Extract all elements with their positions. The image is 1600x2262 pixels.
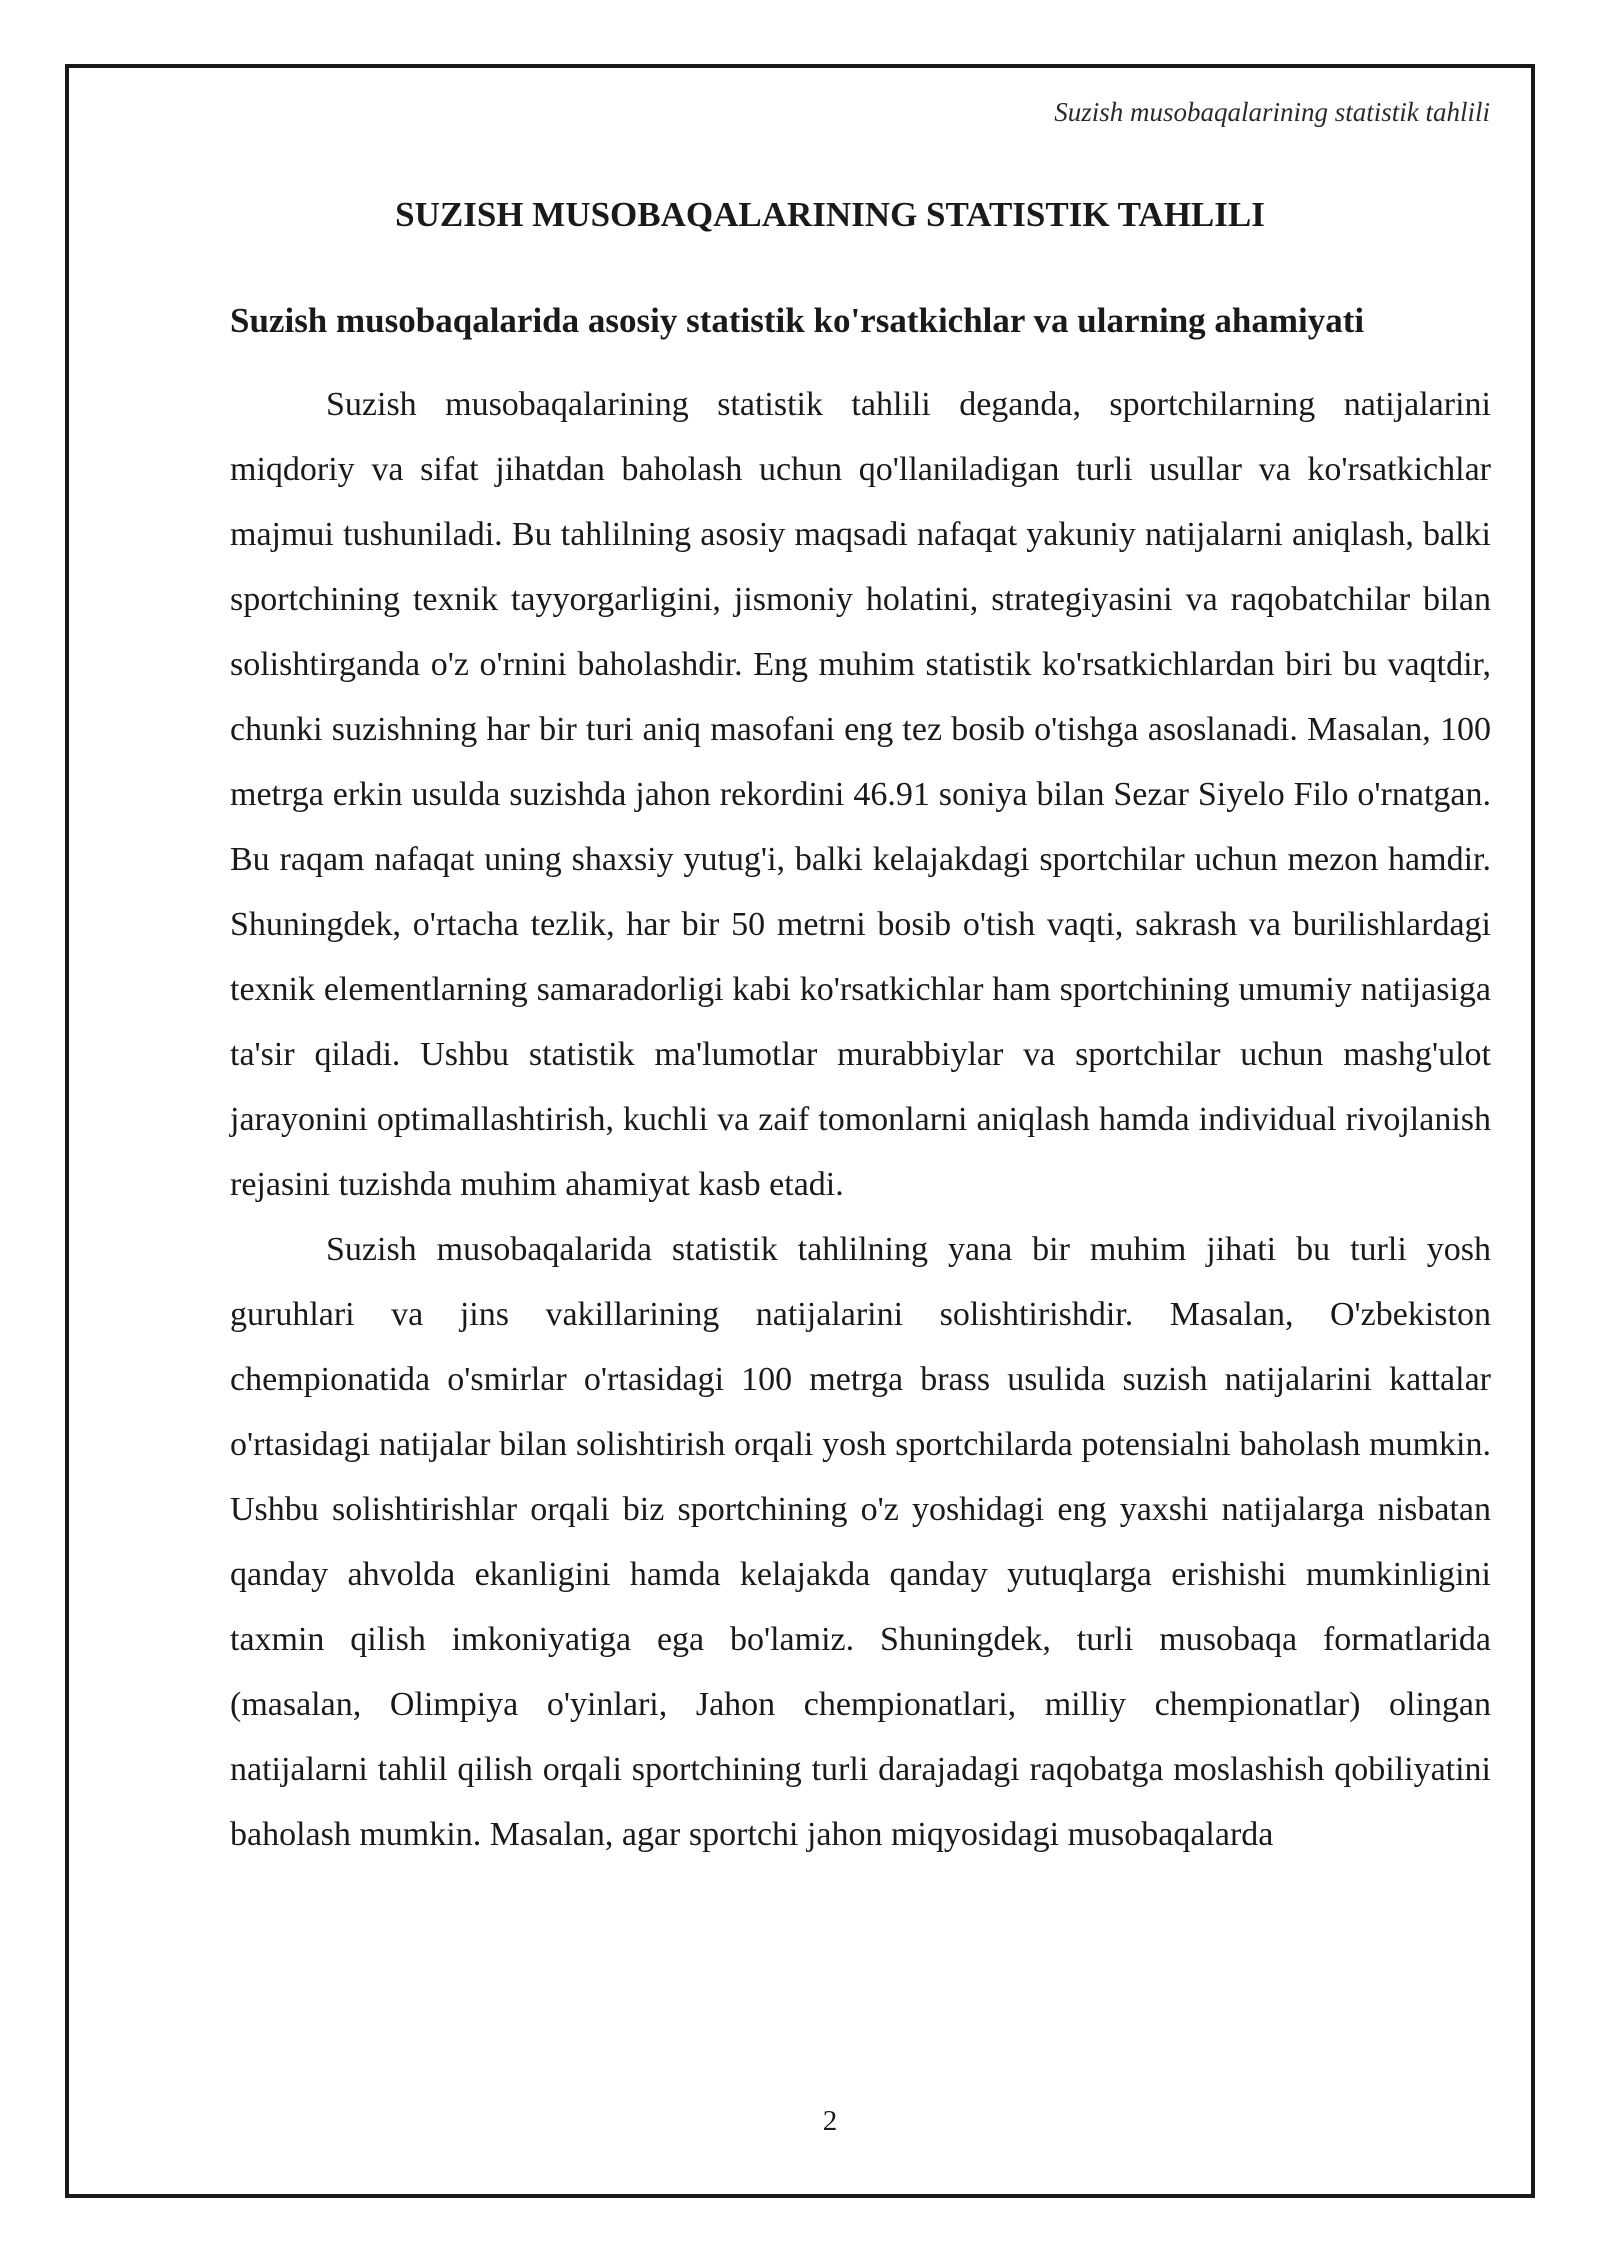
paragraph: Suzish musobaqalarida statistik tahlilning yana bir muhim jihati bu turli yosh guruhlari va jins vakillarining natijalarini solishtirishdir. Masalan, O'zbekiston chempionatida o'smirlar o'rtasidagi 100 metrga brass usulida suzish natijalarini kattalar o'rtasidagi natijalar bilan solishtirish orqali yosh sportchilarda potensialni baholash mumkin. Ushbu solishtirishlar orqali biz sportchining o'z yoshidagi eng yaxshi natijalarga nisbatan qanday ahvolda ekanligini hamda kelajakda qanday yutuqlarga erishishi mumkinligini taxmin qilish imkoniyatiga ega bo'lamiz. Shuningdek, turli musobaqa formatlarida (masalan, Olimpiya o'yinlari, Jahon chempionatlari, milliy chempionatlar) olingan natijalarni tahlil qilish orqali sportchining turli darajadagi raqobatga moslashish qobiliyatini baholash mumkin. Masalan, agar sportchi jahon miqyosidagi musobaqalarda bbox=[230, 1231, 1491, 1853]
section-heading: Suzish musobaqalarida asosiy statistik ko'rsatkichlar va ularning ahamiyati bbox=[230, 301, 1365, 340]
page-number: 2 bbox=[822, 2105, 838, 2137]
paragraph: Suzish musobaqalarining statistik tahlili deganda, sportchilarning natijalarini miqdoriy va sifat jihatdan baholash uchun qo'llaniladigan turli usullar va ko'rsatkichlar majmui tushuniladi. Bu tahlilning asosiy maqsadi nafaqat yakuniy natijalarni aniqlash, balki sportchining texnik tayyorgarligini, jismoniy holatini, strategiyasini va raqobatchilar bilan solishtirganda o'z o'rnini baholashdir. Eng muhim statistik ko'rsatkichlardan biri bu vaqtdir, chunki suzishning har bir turi aniq masofani eng tez bosib o'tishga asoslanadi. Masalan, 100 metrga erkin usulda suzishda jahon rekordini 46.91 soniya bilan Sezar Siyelo Filo o'rnatgan. Bu raqam nafaqat uning shaxsiy yutug'i, balki kelajakdagi sportchilar uchun mezon hamdir. Shuningdek, o'rtacha tezlik, har bir 50 metrni bosib o'tish vaqti, sakrash va burilishlardagi texnik elementlarning samaradorligi kabi ko'rsatkichlar ham sportchining umumiy natijasiga ta'sir qiladi. Ushbu statistik ma'lumotlar murabbiylar va sportchilar uchun mashg'ulot jarayonini optimallashtirish, kuchli va zaif tomonlarni aniqlash hamda individual rivojlanish rejasini tuzishda muhim ahamiyat kasb etadi. bbox=[230, 386, 1491, 1203]
document-title: SUZISH MUSOBAQALARINING STATISTIK TAHLILI bbox=[395, 195, 1265, 234]
body-text bbox=[230, 372, 1491, 1867]
running-header: Suzish musobaqalarining statistik tahlili bbox=[1054, 97, 1490, 127]
